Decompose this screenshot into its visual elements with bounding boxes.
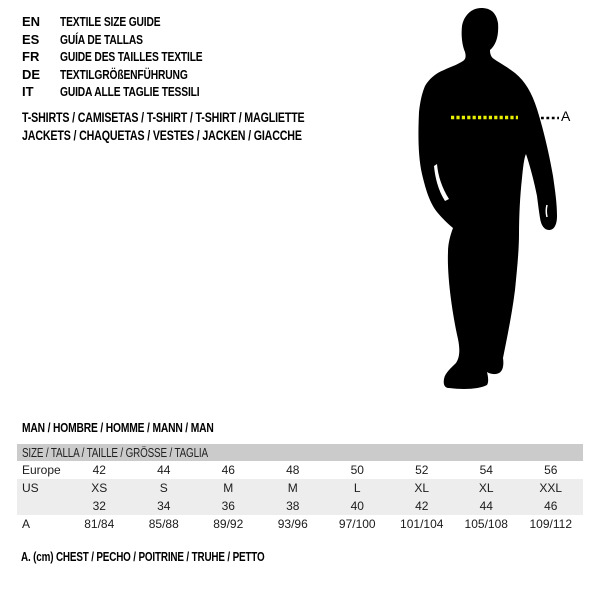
language-code: EN xyxy=(22,14,41,29)
size-cell: 48 xyxy=(286,463,300,477)
category-line-tshirts: T-SHIRTS / CAMISETAS / T-SHIRT / T-SHIRT / MAGLIETTE xyxy=(22,110,305,125)
size-table xyxy=(17,444,583,533)
table-row-us xyxy=(17,479,583,497)
table-row-unlabeled xyxy=(17,497,583,515)
size-cell: S xyxy=(132,479,197,497)
footnote-chest-measure: A. (cm) CHEST / PECHO / POITRINE / TRUHE / PETTO xyxy=(21,550,265,564)
row-label: Europe xyxy=(22,463,61,477)
measure-label-a: A xyxy=(561,108,571,124)
size-cell: 105/108 xyxy=(464,517,508,531)
language-list xyxy=(22,13,240,101)
section-title-man: MAN / HOMBRE / HOMME / MANN / MAN xyxy=(22,420,214,435)
language-row xyxy=(22,13,240,31)
size-cell: XS xyxy=(67,479,132,497)
size-cell: 44 xyxy=(157,463,171,477)
table-row-chest-a xyxy=(17,515,583,533)
size-cell: 36 xyxy=(196,497,261,515)
language-code: FR xyxy=(22,49,40,65)
size-cell: 42 xyxy=(390,497,455,515)
size-cell: L xyxy=(325,479,390,497)
size-cell: 40 xyxy=(325,497,390,515)
size-table-header: SIZE / TALLA / TAILLE / GRÖSSE / TAGLIA xyxy=(17,444,583,461)
language-label: TEXTILE SIZE GUIDE xyxy=(60,14,161,29)
size-cell: 81/84 xyxy=(84,517,115,531)
table-row-europe xyxy=(17,461,583,479)
size-cell: 54 xyxy=(479,463,493,477)
size-cell: XXL xyxy=(519,479,584,497)
language-code: DE xyxy=(22,66,41,82)
language-label: GUÍA DE TALLAS xyxy=(60,31,143,47)
language-label: TEXTILGRÖßENFÜHRUNG xyxy=(60,66,188,82)
size-cell: 56 xyxy=(544,463,558,477)
size-cell: 32 xyxy=(67,497,132,515)
size-cell: XL xyxy=(454,479,519,497)
language-label: GUIDE DES TAILLES TEXTILE xyxy=(60,49,203,65)
size-cell: 42 xyxy=(92,463,106,477)
size-cell: M xyxy=(196,479,261,497)
category-list xyxy=(22,109,380,144)
language-code: ES xyxy=(22,31,40,47)
language-row xyxy=(22,31,240,49)
size-cell: 46 xyxy=(519,497,584,515)
size-cell: 38 xyxy=(261,497,326,515)
size-cell: 46 xyxy=(221,463,235,477)
size-cell: M xyxy=(261,479,326,497)
size-cell: XL xyxy=(390,479,455,497)
size-cell: 52 xyxy=(415,463,429,477)
size-cell: 109/112 xyxy=(529,517,572,531)
man-silhouette-graphic xyxy=(402,6,562,398)
row-label xyxy=(17,497,67,515)
language-row xyxy=(22,48,240,66)
hand-detail-line xyxy=(546,205,547,217)
size-table-header-row xyxy=(17,444,583,461)
size-cell: 50 xyxy=(350,463,364,477)
language-row xyxy=(22,66,240,84)
language-code: IT xyxy=(22,84,34,100)
man-silhouette-figure xyxy=(402,6,562,398)
size-cell: 93/96 xyxy=(277,517,308,531)
row-label: US xyxy=(17,479,67,497)
man-silhouette-body xyxy=(418,8,557,389)
size-cell: 85/88 xyxy=(148,517,179,531)
category-line-jackets: JACKETS / CHAQUETAS / VESTES / JACKEN / GIACCHE xyxy=(22,127,302,143)
size-cell: 101/104 xyxy=(400,517,444,531)
size-cell: 89/92 xyxy=(213,517,244,531)
size-cell: 34 xyxy=(132,497,197,515)
size-cell: 44 xyxy=(454,497,519,515)
language-label: GUIDA ALLE TAGLIE TESSILI xyxy=(60,84,200,100)
row-label: A xyxy=(22,517,31,531)
size-cell: 97/100 xyxy=(338,517,376,531)
language-row xyxy=(22,83,240,101)
